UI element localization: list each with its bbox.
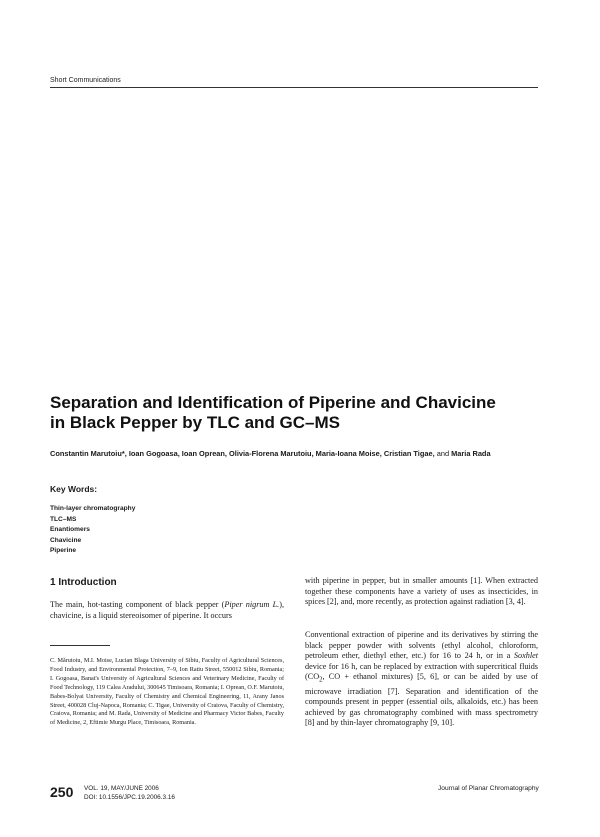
intro-p2-soxhlet: Soxhlet (513, 651, 539, 661)
header-rule (50, 87, 538, 88)
keyword-item: Thin-layer chromatography (50, 505, 136, 512)
footer-info (84, 785, 175, 802)
introduction-heading: 1 Introduction (50, 577, 117, 588)
author-list (50, 449, 550, 458)
title-line-2: in Black Pepper by TLC and GC–MS (50, 413, 341, 432)
intro-p2-text-c: , CO + ethanol mixtures) [5, 6], or can be aided by use of microwave irradiation [7]. Separation and identification of the compounds present in pepper (essential oils, alkaloids, etc.) has been achieved by gas chromatography combined with mass spectrometry [8] and by thin-layer chromatography [9, 10]. (305, 672, 538, 728)
authors-last: Maria Rada (451, 449, 491, 458)
keyword-item: TLC–MS (50, 515, 77, 523)
authors-main: Constantin Marutoiu*, Ioan Gogoasa, Ioan Oprean, Olivia-Florena Marutoiu, Maria-Ioana Moise, Cristian Tigae, (50, 449, 435, 458)
keyword-item: Enantiomers (50, 526, 90, 533)
title-line-1: Separation and Identification of Piperine and Chavicine (50, 393, 496, 412)
footer-doi: DOI: 10.1556/JPC.19.2006.3.16 (84, 793, 175, 801)
footer-volume: VOL. 19, MAY/JUNE 2006 (84, 785, 159, 792)
intro-p1-text-a: The main, hot-tasting component of black pepper ( (50, 600, 225, 609)
intro-p2-text-b: device for 16 h, can be replaced by extraction with supercritical fluids (CO (305, 661, 538, 682)
author-affiliations: C. Mărutoiu, M.I. Moise, Lucian Blaga University of Sibiu, Faculty of Agricultural Sciences, Food Industry, and Environmental Protection, 7–9, Ion Ratiu Street, 550012 Sibiu, Romania; I. Gogoasa, Banat's University of Agricultural Sciences and Veterinary Medicine, Faculty of Food Technology, 119 Calea Aradului, 300645 Timisoara, Romania; I. Oprean, O.F. Marutoiu, Babes-Bolyai University, Faculty of Chemistry and Chemical Engineering, 11, Arany Janos Street, 400028 Cluj-Napoca, Romania; C. Tigae, University of Craiova, Faculty of Chemistry, Craiova, Romania; and M. Rada, University of Medicine and Pharmacy Victor Babes, Faculty of Medicine, 2, Eftimie Murgu Place, Timisoara, Romania. (50, 657, 284, 727)
intro-p2-subscript: 2 (319, 677, 323, 685)
introduction-paragraph-1-continued: with piperine in pepper, but in smaller amounts [1]. When extracted together these components have a variety of uses as insecticides, in spices [2], and, more recently, as protection against radiation [3, 4]. (305, 576, 538, 607)
keywords-heading: Key Words: (50, 484, 98, 494)
keyword-item: Piperine (50, 547, 77, 554)
intro-p2-text-a: Conventional extraction of piperine and its derivatives by stirring the black pepper powder with solvents (ethyl alcohol, chloroform, petroleum ether, diethyl ether, etc.) for 16 to 24 h, or in a (305, 630, 538, 661)
keyword-item: Chavicine (50, 536, 82, 544)
introduction-paragraph-1 (50, 600, 284, 621)
section-label: Short Communications (50, 77, 121, 84)
article-title (50, 393, 540, 433)
page-number: 250 (50, 784, 74, 800)
keywords-list (50, 504, 135, 557)
journal-name: Journal of Planar Chromatography (438, 785, 539, 792)
footnote-rule (50, 645, 110, 646)
introduction-paragraph-2 (305, 630, 538, 729)
intro-p1-species: Piper nigrum L. (224, 600, 280, 609)
intro-p1-text-b: ), chavicine, is a liquid stereoisomer of piperine. It occurs (50, 600, 284, 620)
authors-and: and (436, 449, 450, 458)
